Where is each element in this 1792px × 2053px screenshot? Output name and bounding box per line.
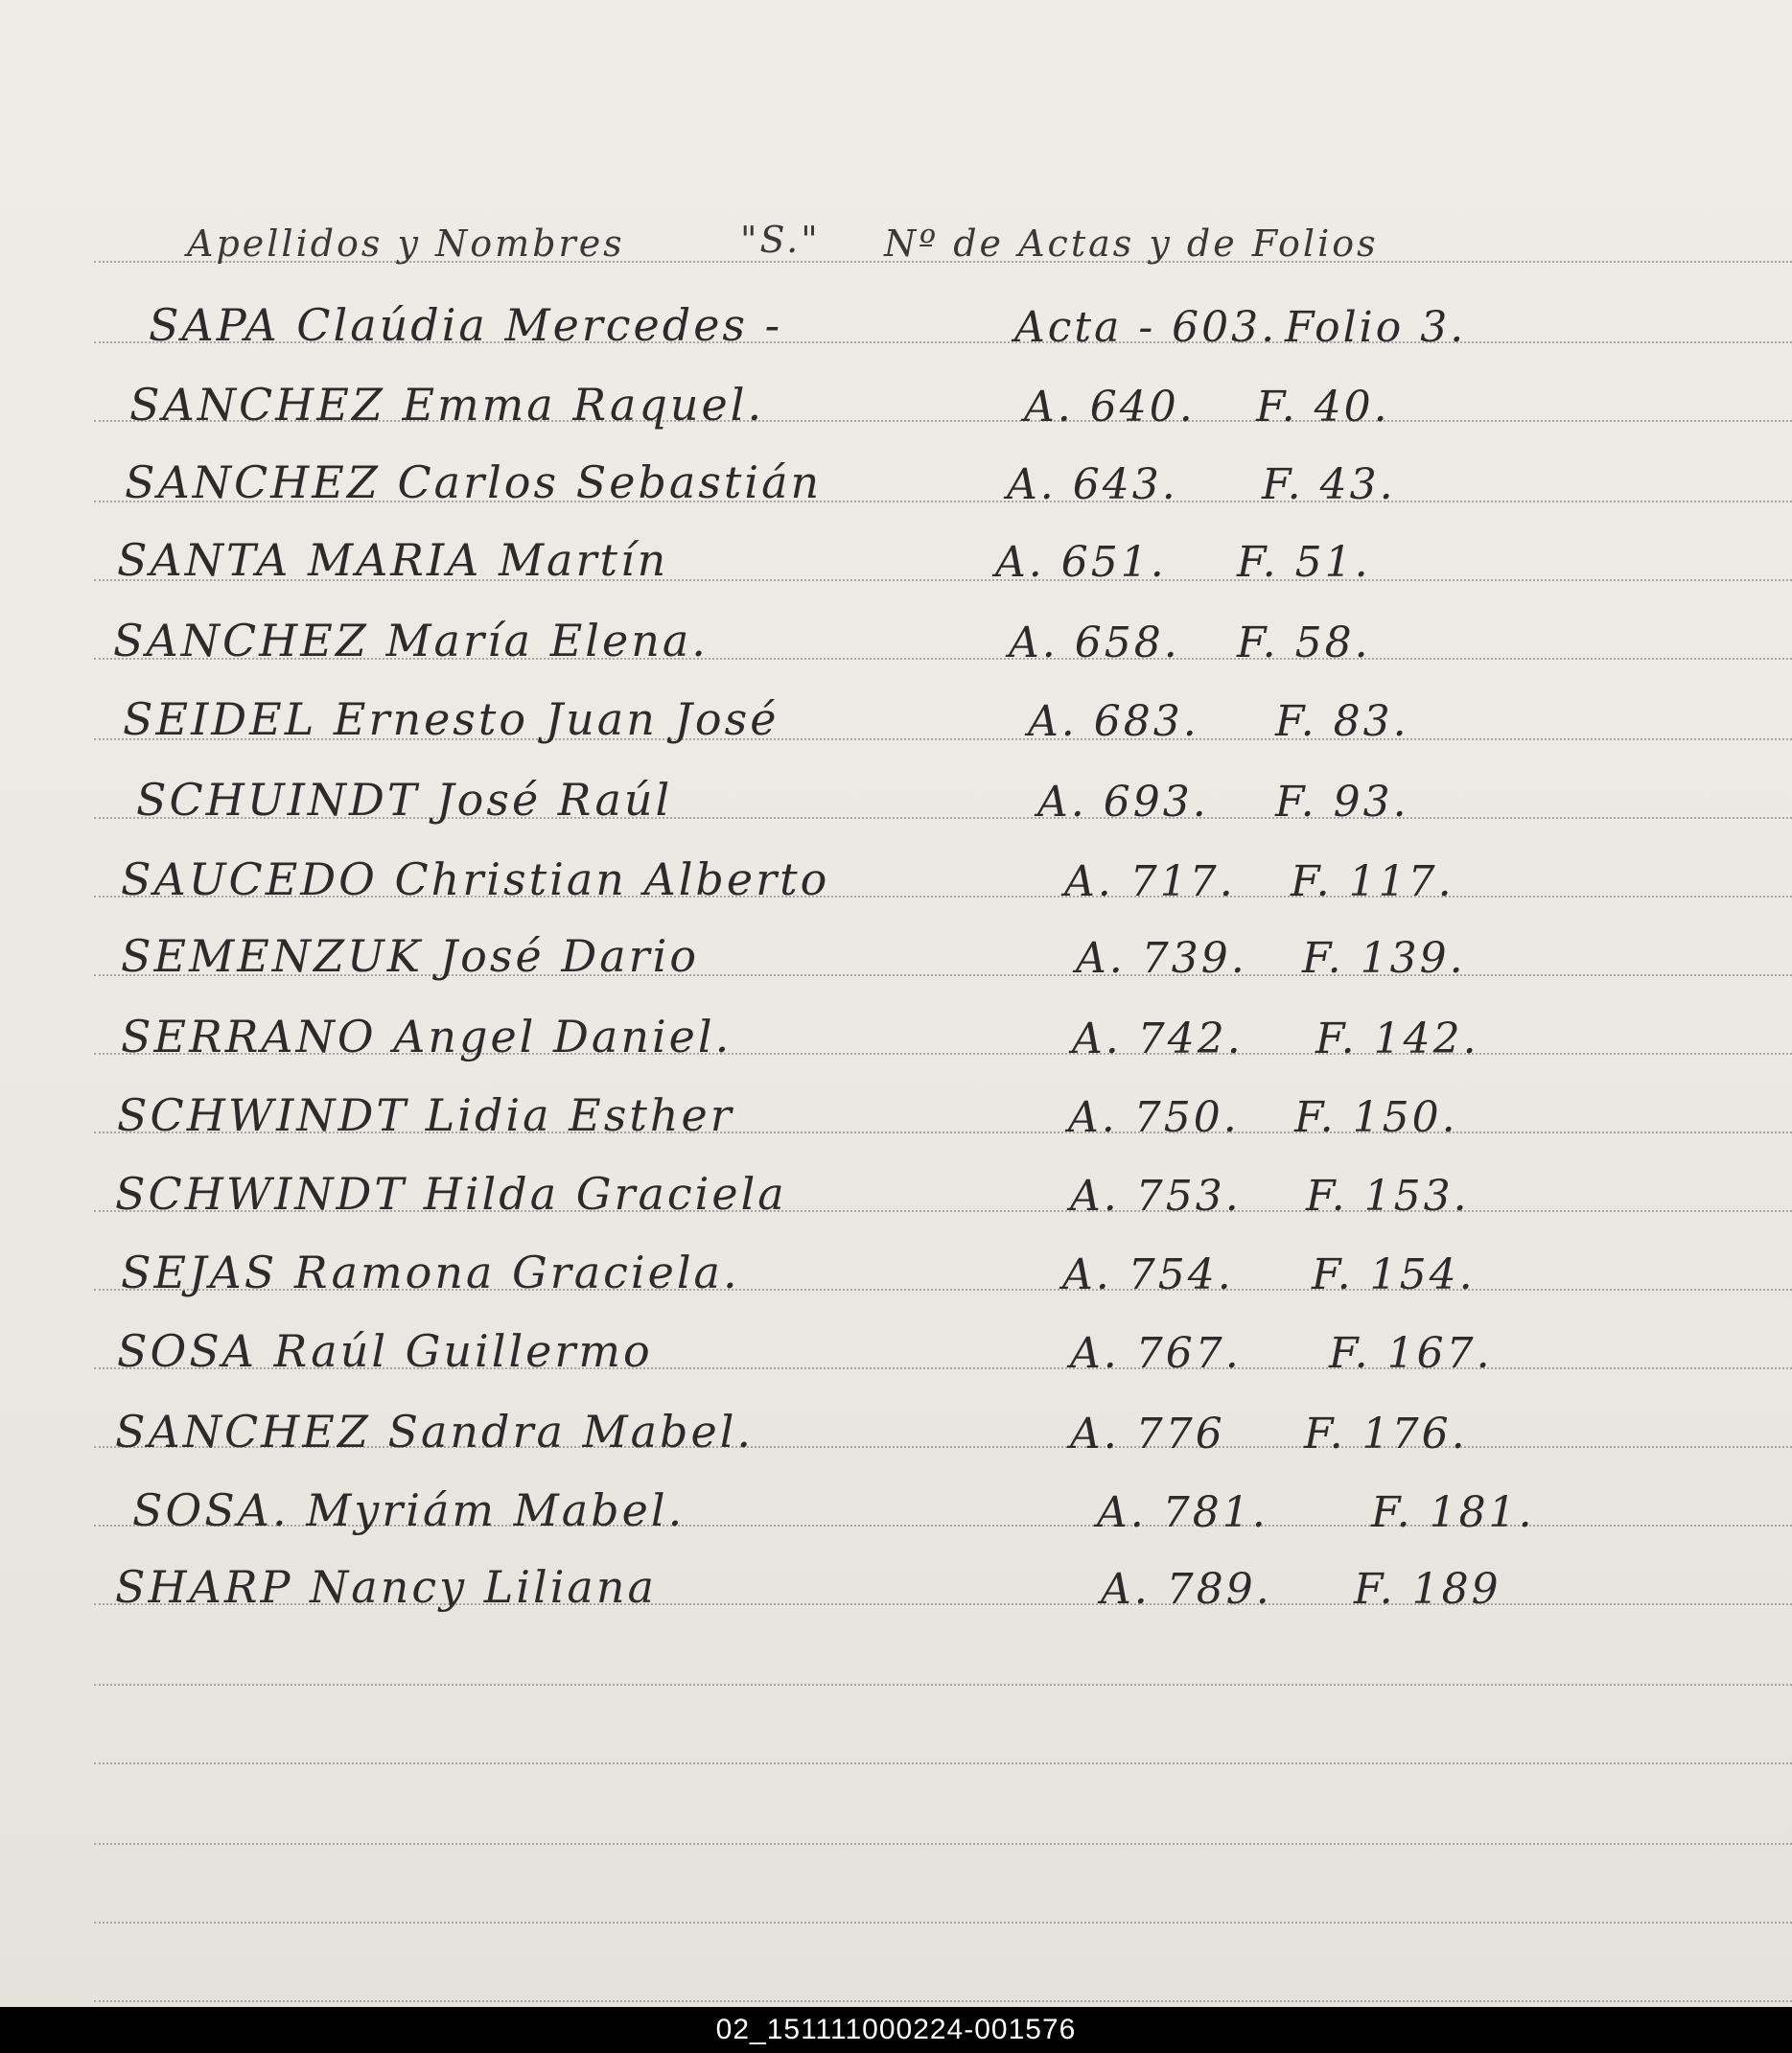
entry-acta: A. 754. — [1062, 1250, 1234, 1299]
header-letter: "S." — [740, 219, 821, 261]
entry-folio: F. 181. — [1371, 1488, 1535, 1537]
entry-folio: F. 139. — [1302, 934, 1466, 983]
entry-name: SERRANO Angel Daniel. — [121, 1011, 733, 1062]
entry-acta: A. 640. — [1024, 383, 1196, 432]
entry-name: SAUCEDO Christian Alberto — [121, 853, 830, 905]
entry-acta: Acta - 603. — [1014, 303, 1278, 352]
entry-name: SCHWINDT Lidia Esther — [117, 1089, 734, 1141]
entry-name: SEJAS Ramona Graciela. — [121, 1247, 740, 1298]
entry-name: SANCHEZ Emma Raquel. — [129, 379, 765, 431]
entry-acta: A. 776 — [1070, 1410, 1225, 1458]
entry-folio: F. 58. — [1237, 618, 1371, 667]
entry-folio: F. 40. — [1256, 383, 1390, 432]
entry-acta: A. 742. — [1072, 1015, 1244, 1063]
entry-name: SCHWINDT Hilda Graciela — [115, 1168, 787, 1220]
entry-acta: A. 658. — [1009, 618, 1180, 667]
entry-acta: A. 693. — [1037, 778, 1209, 827]
entry-acta: A. 789. — [1101, 1565, 1272, 1614]
entry-folio: F. 153. — [1306, 1172, 1470, 1221]
entry-folio: F. 93. — [1275, 778, 1409, 827]
entry-folio: F. 51. — [1237, 538, 1371, 587]
ruled-line — [94, 1684, 1792, 1686]
entry-name: SCHUINDT José Raúl — [136, 774, 673, 826]
entry-name: SANCHEZ Carlos Sebastián — [125, 456, 823, 508]
entry-folio: F. 150. — [1294, 1093, 1458, 1142]
entry-name: SHARP Nancy Liliana — [115, 1561, 657, 1613]
entry-name: SOSA Raúl Guillermo — [117, 1325, 653, 1377]
entry-name: SAPA Claúdia Mercedes - — [149, 299, 783, 351]
entry-acta: A. 781. — [1097, 1488, 1268, 1537]
ruled-line — [94, 2000, 1792, 2002]
entry-acta: A. 643. — [1007, 460, 1178, 509]
header-numbers-column: Nº de Actas y de Folios — [884, 222, 1379, 265]
entry-folio: F. 176. — [1304, 1410, 1468, 1458]
header-names-column: Apellidos y Nombres — [187, 222, 625, 265]
document-id: 02_151111000224-001576 — [715, 2014, 1077, 2045]
ruled-line — [94, 1762, 1792, 1764]
entry-folio: F. 83. — [1275, 697, 1409, 746]
entry-name: SANCHEZ Sandra Mabel. — [115, 1406, 755, 1458]
entry-acta: A. 651. — [995, 538, 1167, 587]
entry-name: SOSA. Myriám Mabel. — [132, 1484, 686, 1536]
entry-acta: A. 683. — [1028, 697, 1199, 746]
document-id-bar — [0, 2007, 1792, 2053]
entry-acta: A. 753. — [1070, 1172, 1242, 1221]
entry-acta: A. 717. — [1064, 857, 1236, 906]
entry-name: SANTA MARIA Martín — [117, 534, 669, 586]
ruled-line — [94, 1922, 1792, 1924]
entry-name: SANCHEZ María Elena. — [113, 615, 709, 666]
entry-folio: F. 142. — [1315, 1015, 1479, 1063]
entry-folio: F. 189 — [1354, 1565, 1501, 1614]
entry-folio: Folio 3. — [1285, 303, 1467, 352]
entry-name: SEIDEL Ernesto Juan José — [123, 693, 780, 745]
ruled-line — [94, 1843, 1792, 1845]
entry-acta: A. 739. — [1076, 934, 1247, 983]
entry-folio: F. 154. — [1312, 1250, 1476, 1299]
entry-folio: F. 167. — [1329, 1329, 1493, 1378]
entry-acta: A. 767. — [1070, 1329, 1242, 1378]
entry-acta: A. 750. — [1068, 1093, 1240, 1142]
entry-folio: F. 117. — [1291, 857, 1455, 906]
entry-name: SEMENZUK José Dario — [121, 930, 700, 982]
entry-folio: F. 43. — [1262, 460, 1396, 509]
